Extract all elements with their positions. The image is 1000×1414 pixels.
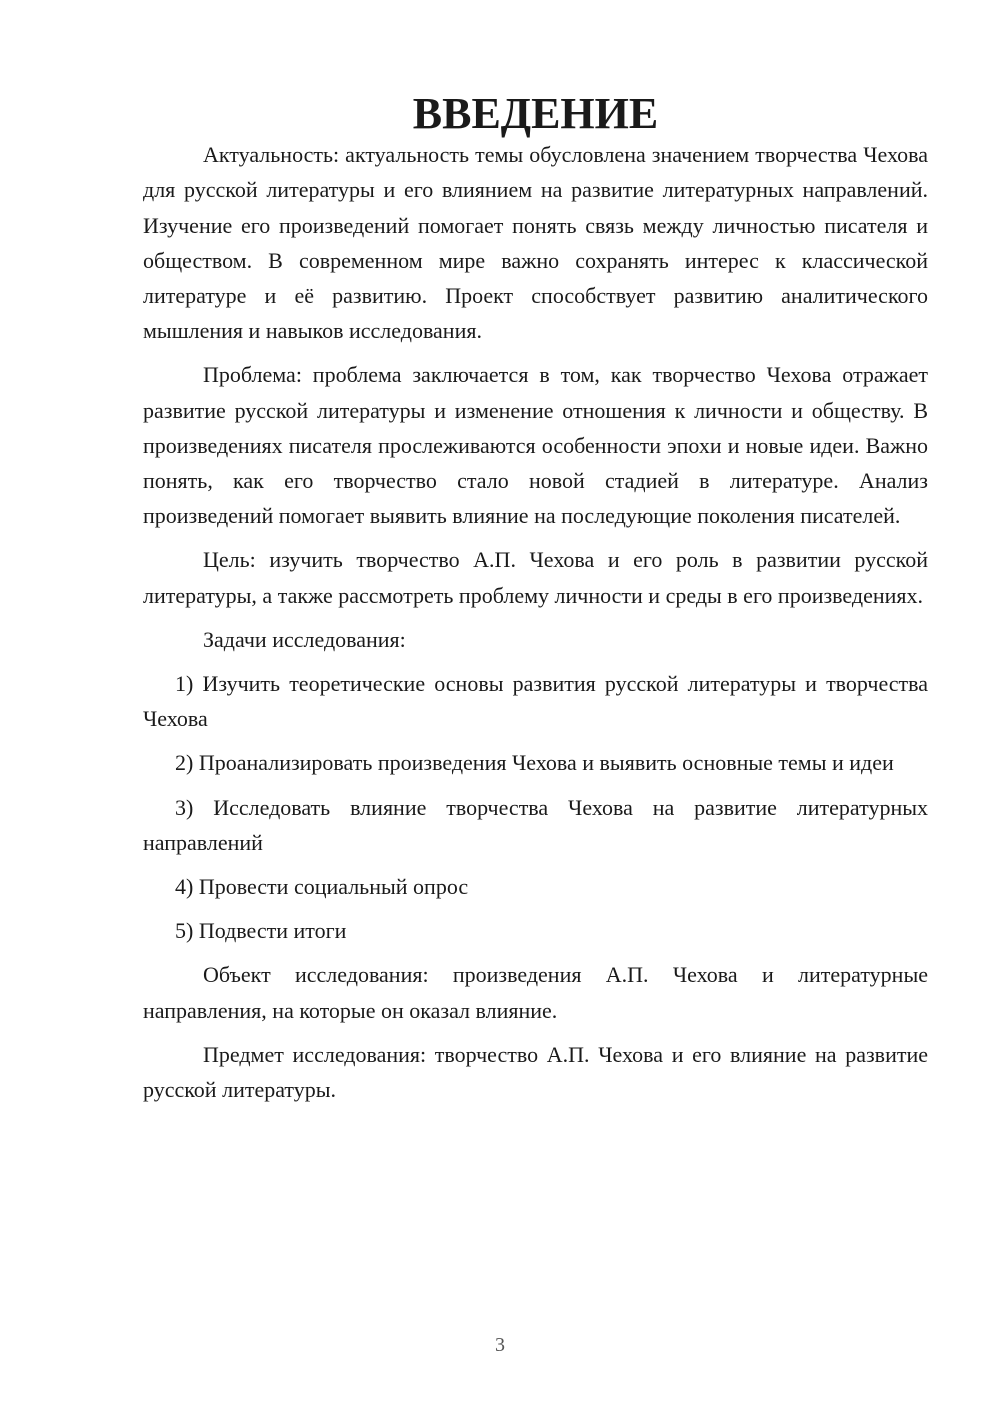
task-item-1: 1) Изучить теоретические основы развития русской литературы и творчества Чехова bbox=[143, 671, 928, 732]
paragraph-object: Объект исследования: произведения А.П. Чехова и литературные направления, на которые он оказал влияние. bbox=[143, 962, 928, 1023]
page-number: 3 bbox=[495, 1334, 505, 1356]
page-content bbox=[143, 89, 928, 1116]
section-heading: ВВЕДЕНИЕ bbox=[412, 89, 659, 138]
task-item-3: 3) Исследовать влияние творчества Чехова на развитие литературных направлений bbox=[143, 794, 928, 855]
task-item-2: 2) Проанализировать произведения Чехова и выявить основные темы и идеи bbox=[175, 750, 894, 776]
paragraph-subject: Предмет исследования: творчество А.П. Чехова и его влияние на развитие русской литературы. bbox=[143, 1041, 928, 1103]
paragraph-relevance: Актуальность: актуальность темы обусловлена значением творчества Чехова для русской литературы и его влиянием на развитие литературных направлений. Изучение его произведений помогает понять связь между личностью писателя и обществом. В современном мире важно сохранять интерес к классической литературе и её развитию. Проект способствует развитию аналитического мышления и навыков исследования. bbox=[143, 142, 928, 344]
task-item-4: 4) Провести социальный опрос bbox=[175, 874, 469, 900]
paragraph-problem: Проблема: проблема заключается в том, как творчество Чехова отражает развитие русской литературы и изменение отношения к личности и обществу. В произведениях писателя прослеживаются особенности эпохи и новые идеи. Важно понять, как его творчество стало новой стадией в литературе. Анализ произведений помогает выявить влияние на последующие поколения писателей. bbox=[143, 362, 928, 529]
paragraph-goal: Цель: изучить творчество А.П. Чехова и его роль в развитии русской литературы, а также рассмотреть проблему личности и среды в его произведениях. bbox=[143, 547, 928, 608]
task-item-5: 5) Подвести итоги bbox=[175, 918, 347, 944]
paragraph-tasks-title: Задачи исследования: bbox=[203, 626, 406, 652]
